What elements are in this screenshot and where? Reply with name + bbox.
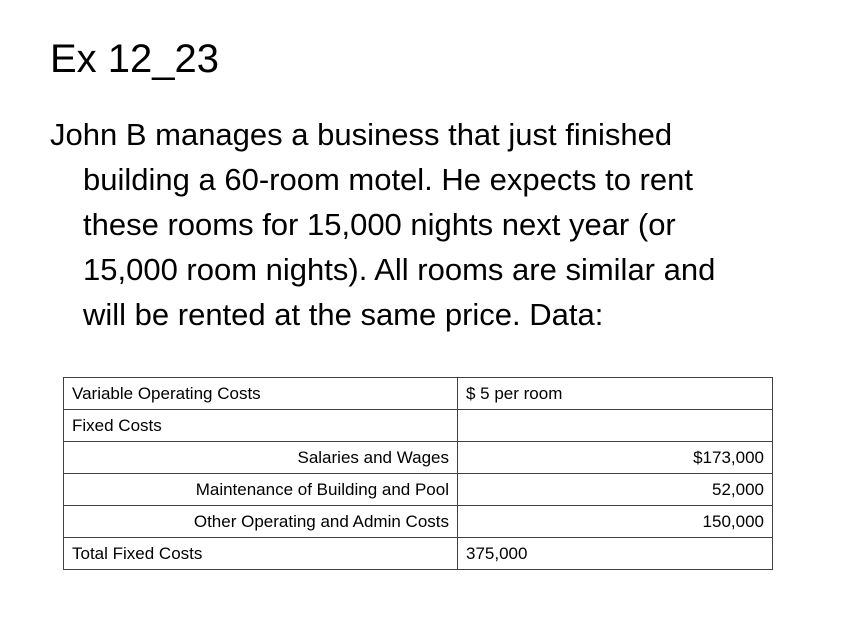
row-value: $ 5 per room xyxy=(458,378,773,410)
problem-statement xyxy=(50,112,810,337)
problem-line: 15,000 room nights). All rooms are similar and xyxy=(83,252,716,287)
problem-line: building a 60-room motel. He expects to rent xyxy=(83,162,693,197)
row-label: Maintenance of Building and Pool xyxy=(64,474,458,506)
problem-line: will be rented at the same price. Data: xyxy=(83,297,604,332)
problem-line: these rooms for 15,000 nights next year (or xyxy=(83,207,676,242)
table-row xyxy=(64,506,773,538)
slide-title: Ex 12_23 xyxy=(50,37,220,81)
row-value: 375,000 xyxy=(458,538,773,570)
row-label: Variable Operating Costs xyxy=(64,378,458,410)
table-row xyxy=(64,474,773,506)
row-label: Fixed Costs xyxy=(64,410,458,442)
row-label: Total Fixed Costs xyxy=(64,538,458,570)
table-row xyxy=(64,378,773,410)
row-value: 150,000 xyxy=(458,506,773,538)
row-value: 52,000 xyxy=(458,474,773,506)
row-value xyxy=(458,410,773,442)
row-label: Other Operating and Admin Costs xyxy=(64,506,458,538)
row-label: Salaries and Wages xyxy=(64,442,458,474)
problem-line: John B manages a business that just finished xyxy=(50,117,673,152)
table-row xyxy=(64,410,773,442)
table-row xyxy=(64,442,773,474)
row-value: $173,000 xyxy=(458,442,773,474)
table-row xyxy=(64,538,773,570)
cost-data-table xyxy=(63,377,773,570)
